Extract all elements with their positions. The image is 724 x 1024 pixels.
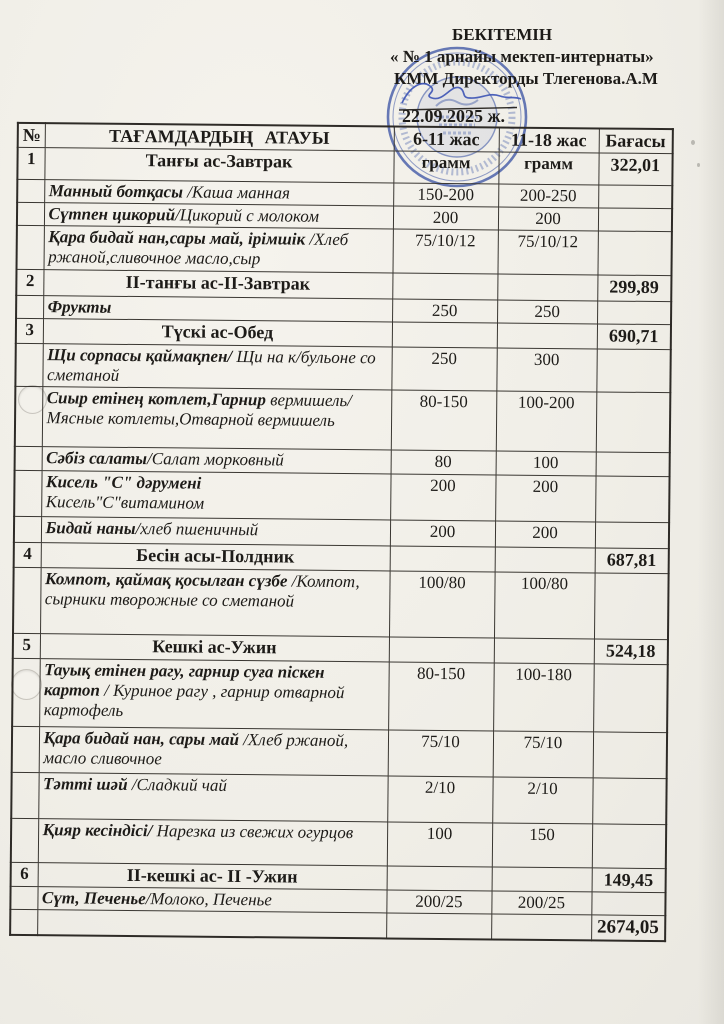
- scan-speck: [697, 163, 700, 167]
- price-cell: [595, 522, 669, 549]
- dish-name-cell: Түскі ас-Обед: [43, 319, 392, 347]
- portion-6-11-cell: 80: [391, 450, 496, 475]
- price-cell: [597, 231, 671, 276]
- portion-6-11-cell: 80-150: [388, 662, 494, 731]
- dish-name-russian: /Салат морковный: [146, 449, 284, 470]
- dish-name-russian: / Куриное рагу , гарнир отварной картофель: [43, 680, 345, 720]
- portion-11-18-cell: 200: [495, 521, 595, 548]
- portion-6-11-cell: 2/10: [387, 776, 492, 823]
- row-number-cell: [15, 386, 43, 446]
- dish-name-kazakh: Қара бидай нан, сары май: [43, 728, 244, 750]
- menu-row: [10, 909, 665, 941]
- portion-6-11-cell: грамм: [393, 151, 498, 184]
- dish-name-kazakh: Кисель "С" дәрумені: [45, 472, 202, 493]
- portion-11-18-cell: [495, 547, 595, 573]
- row-number-cell: [17, 202, 44, 225]
- scan-shadow-edge: [698, 0, 724, 1024]
- row-number-cell: [13, 567, 41, 633]
- price-cell: [592, 778, 666, 825]
- approval-title: БЕКІТЕМІН: [452, 25, 553, 44]
- portion-6-11-cell: 100/80: [389, 571, 495, 638]
- price-cell: 149,45: [592, 868, 666, 893]
- dish-name-kazakh: Қияр кесіндісі/: [42, 820, 153, 841]
- menu-row: [11, 772, 666, 824]
- menu-row: [14, 470, 669, 522]
- row-number-cell: [11, 772, 38, 818]
- row-number-cell: [10, 886, 37, 909]
- row-number-cell: [10, 909, 37, 935]
- menu-row: [11, 818, 666, 868]
- portion-11-18-cell: [491, 914, 591, 940]
- portion-6-11-cell: 200: [393, 206, 498, 230]
- row-number-cell: [12, 658, 40, 726]
- dish-name-russian: Кисель"С"витамином: [45, 492, 205, 513]
- portion-6-11-cell: 200: [390, 520, 495, 547]
- row-number-cell: [11, 818, 38, 862]
- price-cell: 687,81: [595, 548, 669, 574]
- price-cell: 524,18: [594, 639, 668, 665]
- portion-11-18-cell: 200: [495, 475, 595, 522]
- portion-11-18-cell: 200: [498, 207, 598, 231]
- row-number-cell: [17, 225, 44, 269]
- row-number-cell: [12, 726, 39, 772]
- dish-name-cell: [38, 819, 387, 866]
- dish-name-kazakh: Манный ботқасы: [48, 181, 188, 202]
- portion-11-18-cell: 150: [492, 823, 592, 868]
- menu-row: [15, 343, 670, 392]
- dish-name-kazakh: Қара бидай нан,сары май, ірімшік: [48, 227, 310, 249]
- portion-6-11-cell: [387, 866, 492, 891]
- portion-11-18-cell: [494, 638, 594, 664]
- price-cell: [593, 732, 667, 779]
- price-cell: [594, 573, 669, 640]
- portion-6-11-cell: 200/25: [386, 890, 491, 914]
- portion-6-11-cell: [390, 546, 495, 572]
- price-cell: [592, 824, 666, 869]
- header-num: №: [18, 123, 45, 148]
- row-number-cell: 6: [11, 862, 38, 886]
- row-number-cell: 3: [16, 318, 43, 343]
- dish-name-russian: /Хлеб ржаной,сливочное масло,сыр: [48, 229, 349, 269]
- portion-11-18-cell: 75/10: [493, 731, 593, 778]
- portion-11-18-cell: 2/10: [492, 777, 592, 824]
- price-cell: [598, 185, 672, 209]
- dish-name-russian: /Цикорий с молоком: [174, 205, 320, 226]
- dish-name-russian: Нарезка из свежих огурцов: [152, 821, 354, 843]
- portion-11-18-cell: 200-250: [498, 184, 598, 208]
- header-price: Бағасы: [599, 128, 673, 153]
- row-number-cell: 5: [13, 633, 40, 658]
- dish-name-cell: [43, 296, 392, 322]
- dish-name-cell: [40, 568, 390, 637]
- portion-6-11-cell: [392, 273, 497, 300]
- dish-name-kazakh: Сәбіз салаты: [46, 448, 148, 469]
- director-line: КММ Директорды Тлегенова.А.М: [394, 69, 658, 88]
- dish-name-kazakh: Сүт, Печенье: [41, 888, 146, 909]
- dish-name-cell: [39, 727, 388, 776]
- dish-name-cell: [38, 773, 387, 822]
- portion-6-11-cell: [392, 322, 497, 348]
- row-number-cell: [15, 343, 42, 386]
- menu-row: [13, 567, 669, 639]
- approval-date: 22.09.2025 ж.: [402, 106, 506, 126]
- row-number-cell: 2: [16, 269, 43, 295]
- price-cell: 322,01: [598, 153, 672, 186]
- dish-name-cell: ІІ-кешкі ас- ІІ -Ужин: [38, 863, 387, 890]
- portion-11-18-cell: 100-180: [493, 663, 594, 732]
- row-number-cell: [14, 470, 41, 516]
- portion-11-18-cell: 100/80: [494, 572, 595, 639]
- school-name: « № 1 арнайы мектеп-интернаты»: [390, 47, 654, 66]
- price-cell: 2674,05: [591, 915, 665, 941]
- price-cell: [596, 392, 671, 453]
- portion-6-11-cell: 200: [390, 474, 495, 521]
- portion-6-11-cell: 80-150: [391, 390, 497, 451]
- dish-name-cell: ІІ-танғы ас-ІІ-Завтрак: [43, 270, 392, 299]
- dish-name-kazakh: Компот, қаймақ қосылған сүзбе: [44, 569, 292, 591]
- portion-11-18-cell: 100: [496, 451, 596, 476]
- dish-name-kazakh: Тәтті шәй: [42, 774, 132, 794]
- dish-name-cell: Бесін асы-Полдник: [41, 543, 390, 571]
- price-cell: [595, 476, 669, 523]
- dish-name-russian: /Каша манная: [187, 182, 291, 203]
- dish-name-russian: Щи на к/бульоне со сметаной: [46, 346, 376, 385]
- row-number-cell: 4: [14, 542, 41, 567]
- portion-11-18-cell: 75/10/12: [497, 230, 597, 275]
- portion-6-11-cell: 75/10: [388, 730, 493, 777]
- dish-name-cell: [44, 180, 393, 206]
- dish-name-cell: [37, 887, 386, 913]
- dish-name-cell: [41, 517, 390, 546]
- portion-6-11-cell: [386, 913, 491, 940]
- portion-11-18-cell: 250: [497, 300, 597, 324]
- dish-name-kazakh: Сүтпен цикорий: [48, 204, 176, 225]
- menu-row: [12, 726, 667, 778]
- portion-11-18-cell: 200/25: [491, 891, 591, 915]
- dish-name-cell: [37, 910, 386, 939]
- portion-11-18-cell: грамм: [498, 152, 598, 185]
- dish-name-russian: /Молоко, Печенье: [145, 889, 272, 910]
- portion-11-18-cell: 300: [496, 348, 596, 392]
- dish-name-kazakh: Бидай наны: [45, 518, 136, 539]
- menu-row: [17, 225, 672, 275]
- menu-row: [15, 386, 671, 452]
- dish-name-russian: /Хлеб ржаной, масло сливочное: [43, 730, 349, 769]
- price-cell: [596, 349, 670, 393]
- row-number-cell: [17, 179, 44, 202]
- price-cell: [593, 664, 668, 733]
- portion-6-11-cell: [389, 637, 494, 663]
- dish-name-cell: Кешкі ас-Ужин: [40, 634, 389, 662]
- dish-name-kazakh: Щи сорпасы қаймақпен/: [47, 345, 233, 366]
- dish-name-cell: [44, 203, 393, 229]
- dish-name-cell: [44, 226, 393, 273]
- dish-name-kazakh: Тауық етінен рагу, гарнир суға піскен картоп: [43, 660, 325, 700]
- dish-name-kazakh: Сиыр етінең котлет,Гарнир: [46, 388, 271, 410]
- row-number-cell: [16, 295, 43, 318]
- portion-6-11-cell: 150-200: [393, 183, 498, 207]
- header-age-11-18: 11-18 жас: [499, 127, 599, 152]
- portion-6-11-cell: 100: [387, 822, 492, 867]
- price-cell: 299,89: [597, 275, 671, 302]
- dish-name-cell: [42, 387, 392, 450]
- dish-name-russian: вермишель/Мясные котлеты,Отварной вермишель: [46, 390, 353, 430]
- dish-name-cell: [42, 344, 391, 390]
- portion-11-18-cell: 100-200: [496, 391, 597, 452]
- menu-table: [9, 122, 674, 942]
- scan-speck: [691, 140, 695, 145]
- price-cell: [591, 892, 665, 916]
- portion-6-11-cell: 250: [392, 299, 497, 323]
- dish-name-russian: /хлеб пшеничный: [135, 519, 259, 540]
- portion-6-11-cell: 250: [391, 347, 496, 391]
- dish-name-cell: [42, 447, 391, 474]
- header-dish-name: ТАҒАМДАРДЫҢ АТАУЫ: [45, 123, 394, 151]
- price-cell: [598, 208, 672, 232]
- dish-name-cell: [41, 471, 390, 520]
- price-cell: [597, 301, 671, 325]
- dish-name-cell: Танғы ас-Завтрак: [44, 148, 393, 183]
- menu-row: [12, 658, 668, 732]
- row-number-cell: [14, 516, 41, 542]
- portion-11-18-cell: [492, 867, 592, 892]
- header-age-6-11: 6-11 жас: [394, 126, 499, 152]
- dish-name-russian: /Сладкий чай: [131, 774, 228, 795]
- portion-6-11-cell: 75/10/12: [392, 229, 497, 274]
- price-cell: [596, 452, 670, 477]
- price-cell: 690,71: [597, 324, 671, 350]
- portion-11-18-cell: [497, 323, 597, 349]
- portion-11-18-cell: [497, 274, 597, 301]
- dish-name-russian: /Компот, сырники творожные со сметаной: [44, 571, 360, 611]
- dish-name-kazakh: Фрукты: [47, 297, 112, 317]
- row-number-cell: 1: [17, 147, 44, 179]
- row-number-cell: [15, 446, 42, 470]
- dish-name-cell: [39, 659, 389, 730]
